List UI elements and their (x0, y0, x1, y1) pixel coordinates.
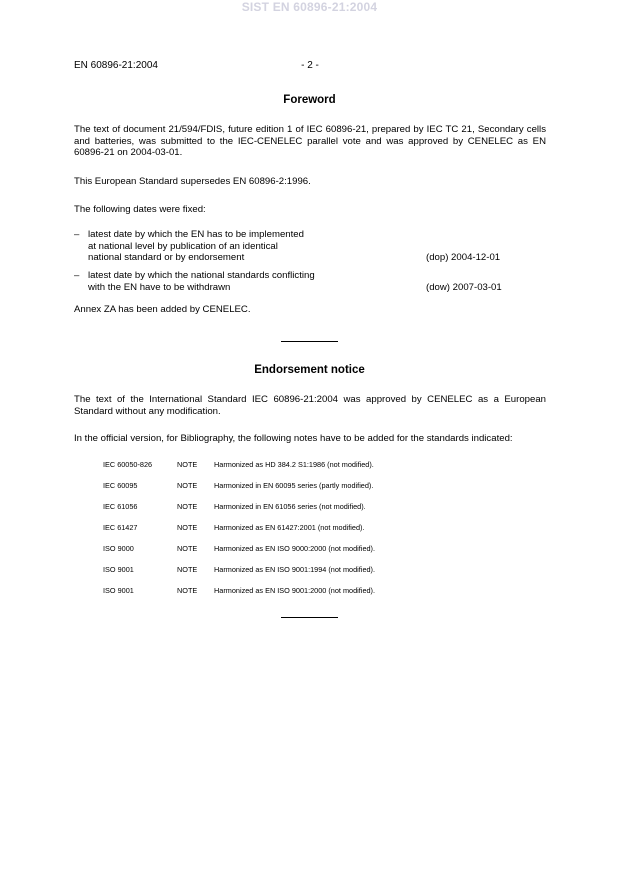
foreword-title: Foreword (283, 94, 336, 106)
note-label: NOTE (177, 502, 198, 511)
note-standard: ISO 9000 (103, 544, 134, 553)
note-label: NOTE (177, 523, 198, 532)
note-label: NOTE (177, 565, 198, 574)
foreword-paragraph-1: The text of document 21/594/FDIS, future edition 1 of IEC 60896-21, prepared by IEC TC 21, Secondary cells and batteries, was submitted to the IEC-CENELEC parallel vote and was approved by CENELEC as EN 60896-21 on 2004-03-01. (74, 124, 546, 158)
date-item-code: (dow) 2007-03-01 (426, 282, 502, 293)
endorsement-paragraph-2: In the official version, for Bibliography, the following notes have to be added for the standards indicated: (74, 433, 513, 444)
note-text: Harmonized as EN 61427:2001 (not modified). (214, 523, 365, 532)
note-label: NOTE (177, 586, 198, 595)
foreword-paragraph-4: Annex ZA has been added by CENELEC. (74, 304, 251, 315)
note-label: NOTE (177, 481, 198, 490)
list-dash: – (74, 270, 80, 281)
note-text: Harmonized as EN ISO 9001:1994 (not modified). (214, 565, 376, 574)
watermark: SIST EN 60896-21:2004 (241, 0, 378, 14)
date-item-text: latest date by which the national standards conflicting with the EN have to be withdrawn (88, 270, 315, 293)
note-standard: IEC 60095 (103, 481, 138, 490)
note-text: Harmonized as EN ISO 9000:2000 (not modified). (214, 544, 376, 553)
note-label: NOTE (177, 544, 198, 553)
section-divider (281, 341, 338, 342)
note-text: Harmonized in EN 61056 series (not modified). (214, 502, 366, 511)
end-divider (281, 617, 338, 618)
note-label: NOTE (177, 460, 198, 469)
note-standard: IEC 60050-826 (103, 460, 153, 469)
foreword-paragraph-2: This European Standard supersedes EN 60896-2:1996. (74, 176, 311, 187)
note-standard: IEC 61427 (103, 523, 138, 532)
page-number: - 2 - (301, 60, 319, 71)
note-standard: ISO 9001 (103, 586, 134, 595)
note-text: Harmonized as EN ISO 9001:2000 (not modified). (214, 586, 376, 595)
note-standard: ISO 9001 (103, 565, 134, 574)
note-text: Harmonized as HD 384.2 S1:1986 (not modified). (214, 460, 374, 469)
date-item-text: latest date by which the EN has to be implemented at national level by publication of an identical national standard or by endorsement (88, 229, 304, 263)
note-text: Harmonized in EN 60095 series (partly modified). (214, 481, 374, 490)
endorsement-title: Endorsement notice (254, 364, 365, 376)
document-id: EN 60896-21:2004 (74, 60, 158, 71)
foreword-paragraph-3: The following dates were fixed: (74, 204, 206, 215)
list-dash: – (74, 229, 80, 240)
endorsement-paragraph-1: The text of the International Standard IEC 60896-21:2004 was approved by CENELEC as a European Standard without any modification. (74, 394, 546, 417)
note-standard: IEC 61056 (103, 502, 138, 511)
date-item-code: (dop) 2004-12-01 (426, 252, 501, 263)
